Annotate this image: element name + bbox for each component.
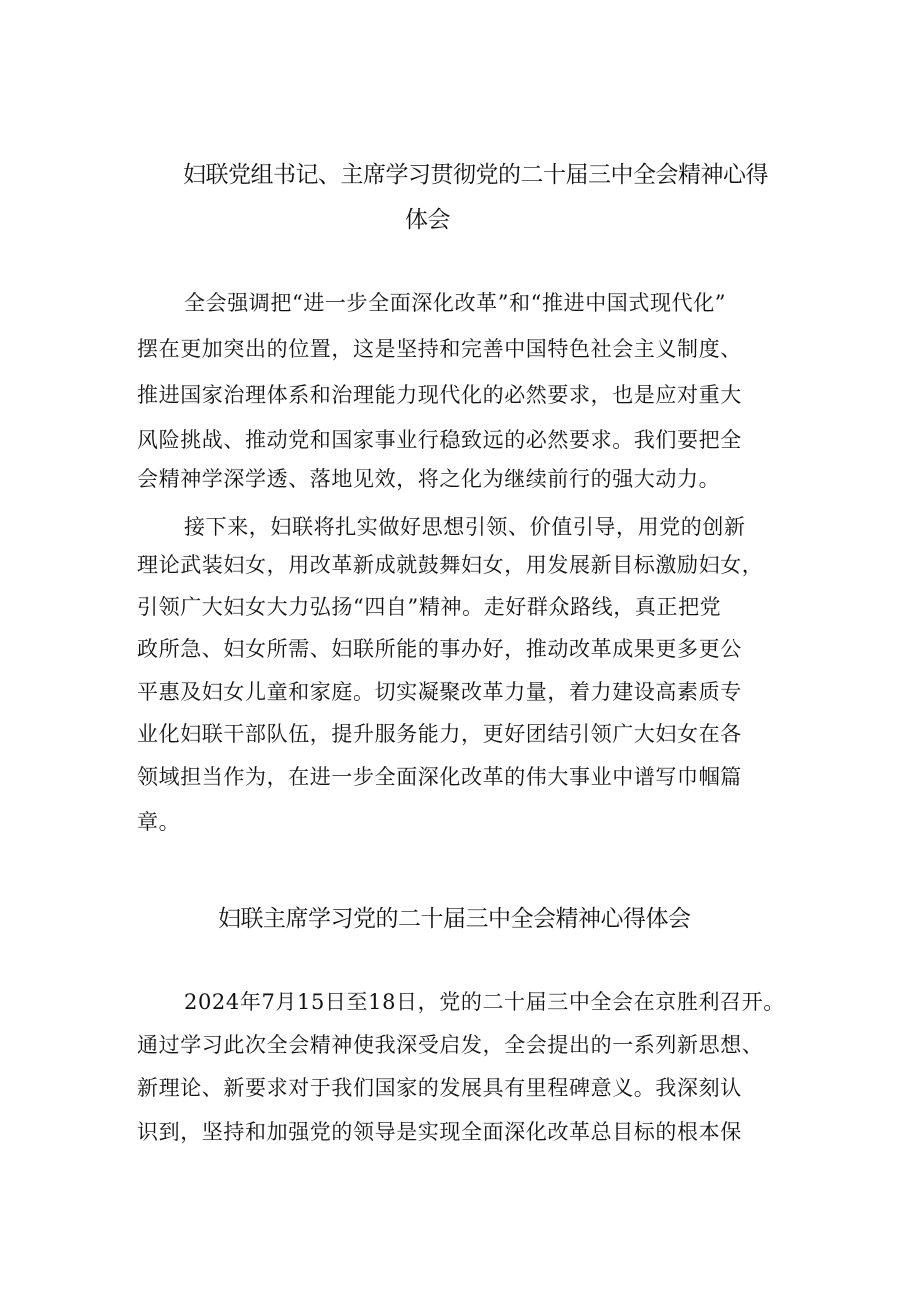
article1-title-line1: 妇联党组书记、主席学习贯彻党的二十届三中全会精神心得 bbox=[183, 162, 768, 188]
paragraph-line: 业化妇联干部队伍，提升服务能力，更好团结引领广大妇女在各 bbox=[137, 722, 742, 746]
paragraph-line: 全会强调把“进一步全面深化改革”和“推进中国式现代化” bbox=[184, 291, 727, 315]
paragraph-line: 接下来，妇联将扎实做好思想引领、价值引导，用党的创新 bbox=[184, 515, 746, 539]
paragraph-line: 理论武装妇女，用改革新成就鼓舞妇女，用发展新目标激励妇女， bbox=[137, 553, 764, 577]
article1-title-line2: 体会 bbox=[405, 207, 450, 233]
paragraph-line: 风险挑战、推动党和国家事业行稳致远的必然要求。我们要把全 bbox=[137, 428, 742, 452]
paragraph-line: 引领广大妇女大力弘扬“四自”精神。走好群众路线，真正把党 bbox=[137, 595, 722, 619]
paragraph-line: 章。 bbox=[137, 810, 181, 834]
article2-title: 妇联主席学习党的二十届三中全会精神心得体会 bbox=[218, 906, 691, 932]
paragraph-line: 识到，坚持和加强党的领导是实现全面深化改革总目标的根本保 bbox=[137, 1120, 742, 1144]
paragraph-line: 平惠及妇女儿童和家庭。切实凝聚改革力量，着力建设高素质专 bbox=[137, 680, 742, 704]
paragraph-line: 会精神学深学透、落地见效，将之化为继续前行的强大动力。 bbox=[137, 467, 721, 491]
paragraph-line: 领域担当作为，在进一步全面深化改革的伟大事业中谱写巾帼篇 bbox=[137, 765, 742, 789]
paragraph-line: 摆在更加突出的位置，这是坚持和完善中国特色社会主义制度、 bbox=[137, 337, 742, 361]
paragraph-line: 新理论、新要求对于我们国家的发展具有里程碑意义。我深刻认 bbox=[137, 1076, 742, 1100]
paragraph-line: 推进国家治理体系和治理能力现代化的必然要求，也是应对重大 bbox=[137, 383, 742, 407]
paragraph-line: 通过学习此次全会精神使我深受启发，全会提出的一系列新思想、 bbox=[137, 1033, 764, 1057]
paragraph-line: 2024年7月15日至18日，党的二十届三中全会在京胜利召开。 bbox=[184, 990, 785, 1014]
paragraph-line: 政所急、妇女所需、妇联所能的事办好，推动改革成果更多更公 bbox=[137, 637, 742, 661]
